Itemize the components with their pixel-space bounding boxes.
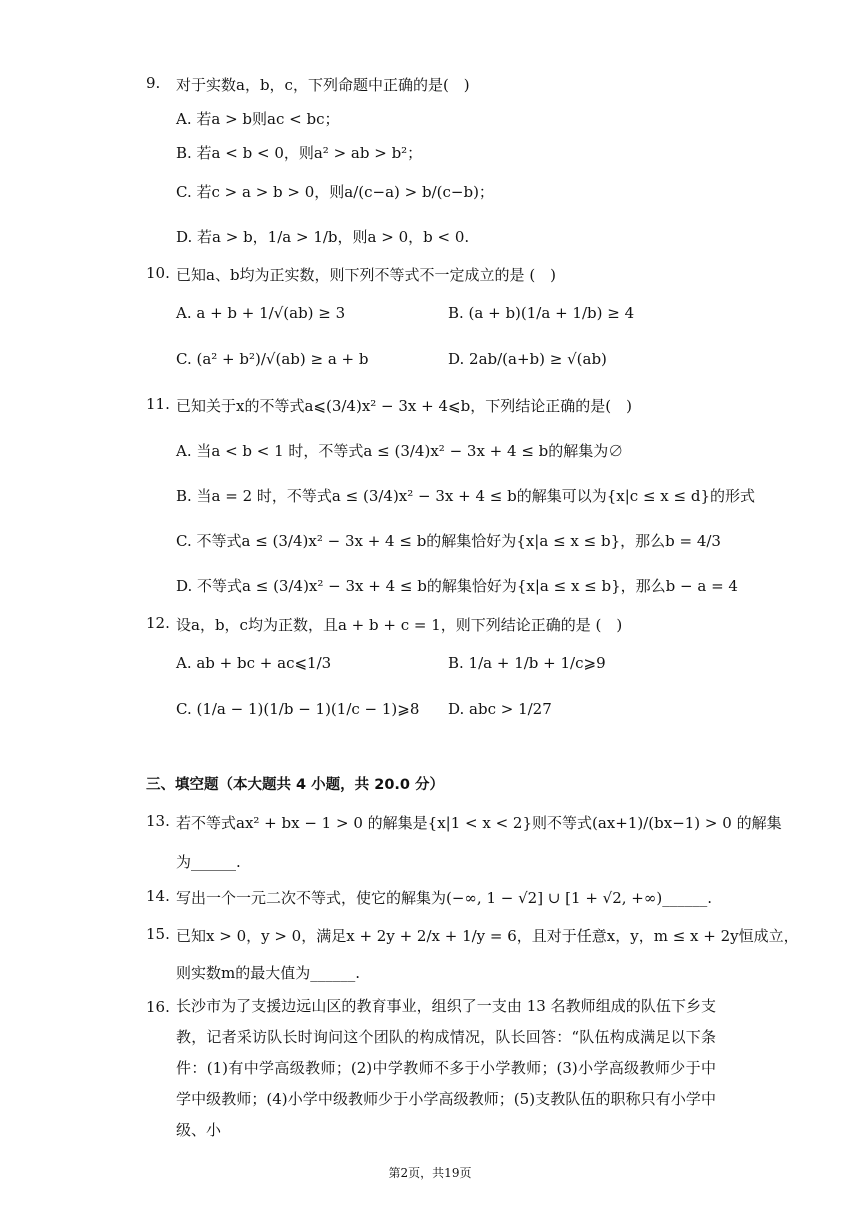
q9-option-b: B. 若a < b < 0，则a² > ab > b²； (176, 144, 423, 162)
q12-option-a: A. ab + bc + ac⩽1/3 (176, 654, 332, 672)
q12-option-d: D. abc > 1/27 (448, 700, 552, 718)
q15-line2: 则实数m的最大值为______. (176, 964, 360, 982)
q11-option-a: A. 当a < b < 1 时，不等式a ≤ (3/4)x² − 3x + 4 ≤ b的解集为∅ (176, 442, 624, 460)
q9-option-d: D. 若a > b，1/a > 1/b，则a > 0，b < 0. (176, 228, 470, 246)
q11-option-d: D. 不等式a ≤ (3/4)x² − 3x + 4 ≤ b的解集恰好为{x|a ≤ x ≤ b}，那么b − a = 4 (176, 577, 738, 595)
q10-number: 10. (146, 264, 170, 282)
q10-option-c: C. (a² + b²)/√(ab) ≥ a + b (176, 350, 369, 368)
q11-option-b: B. 当a = 2 时，不等式a ≤ (3/4)x² − 3x + 4 ≤ b的解集可以为{x|c ≤ x ≤ d}的形式 (176, 487, 756, 505)
q12-number: 12. (146, 614, 170, 632)
q12-option-c: C. (1/a − 1)(1/b − 1)(1/c − 1)⩾8 (176, 700, 420, 718)
q16-number: 16. (146, 998, 170, 1016)
q12-stem: 设a，b，c均为正数，且a + b + c = 1，则下列结论正确的是 ( ) (176, 616, 623, 634)
q12-option-b: B. 1/a + 1/b + 1/c⩾9 (448, 654, 606, 672)
q10-option-b: B. (a + b)(1/a + 1/b) ≥ 4 (448, 304, 635, 322)
q10-option-d: D. 2ab/(a+b) ≥ √(ab) (448, 350, 607, 368)
q9-number: 9. (146, 74, 161, 92)
q11-number: 11. (146, 395, 170, 413)
q13-line2: 为______. (176, 853, 241, 871)
q15-line1: 已知x > 0，y > 0，满足x + 2y + 2/x + 1/y = 6，且对于任意x，y，m ≤ x + 2y恒成立， (176, 927, 799, 945)
q14-text: 写出一个一元二次不等式，使它的解集为(−∞, 1 − √2] ∪ [1 + √2, +∞)______. (176, 889, 712, 907)
q13-number: 13. (146, 812, 170, 830)
q15-number: 15. (146, 925, 170, 943)
q9-stem: 对于实数a，b，c，下列命题中正确的是( ) (176, 76, 470, 94)
q10-stem: 已知a、b均为正实数，则下列不等式不一定成立的是 ( ) (176, 266, 557, 284)
q13-line1: 若不等式ax² + bx − 1 > 0 的解集是{x|1 < x < 2}则不等式(ax+1)/(bx−1) > 0 的解集 (176, 814, 782, 832)
page-footer: 第2页，共19页 (388, 1166, 472, 1180)
q9-option-c: C. 若c > a > b > 0，则a/(c−a) > b/(c−b)； (176, 183, 494, 201)
q9-option-a: A. 若a > b则ac < bc； (176, 110, 340, 128)
section-heading: 三、填空题（本大题共 4 小题，共 20.0 分） (146, 777, 445, 793)
q16-text: 长沙市为了支援边远山区的教育事业，组织了一支由 13 名教师组成的队伍下乡支教，记者采访队长时询问这个团队的构成情况，队长回答：“队伍构成满足以下条件：(1)有中学高级教师；(2)中学教师不多于小学教师；(3)小学高级教师少于中学中级教师；(4)小学中级教师少于小学高级教师；(5)支教队伍的职称只有小学中级、小 (176, 997, 716, 1139)
q14-number: 14. (146, 887, 170, 905)
q11-option-c: C. 不等式a ≤ (3/4)x² − 3x + 4 ≤ b的解集恰好为{x|a ≤ x ≤ b}，那么b = 4/3 (176, 532, 721, 550)
q11-stem: 已知关于x的不等式a⩽(3/4)x² − 3x + 4⩽b，下列结论正确的是( ) (176, 397, 632, 415)
q10-option-a: A. a + b + 1/√(ab) ≥ 3 (176, 304, 346, 322)
